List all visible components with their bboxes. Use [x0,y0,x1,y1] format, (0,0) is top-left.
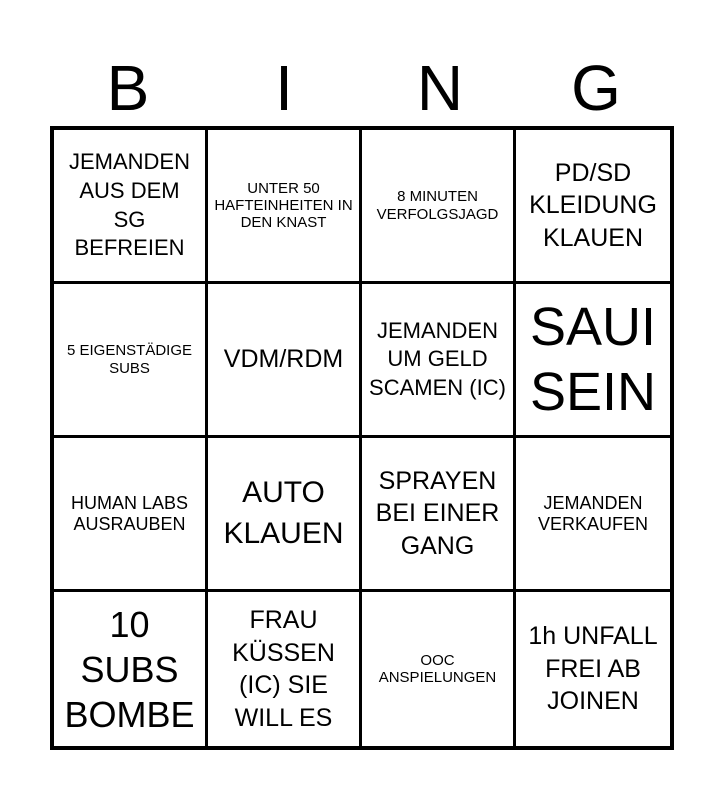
bingo-cell[interactable] [208,284,362,438]
cell-text: 10 SUBS BOMBE [64,603,195,735]
bingo-cell[interactable] [516,130,670,284]
cell-text: HUMAN LABS AUSRAUBEN [70,492,189,534]
header-letter-g: G [571,52,621,124]
cell-text: JEMANDEN UM GELD SCAMEN (IC) [369,317,506,400]
cell-text: 8 MINUTEN VERFOLGSJAGD [376,188,499,223]
bingo-header [50,52,674,124]
cell-text: VDM/RDM [223,345,344,374]
bingo-cell[interactable] [362,592,516,746]
cell-text: AUTO KLAUEN [223,476,344,550]
cell-text: 1h UNFALL FREI AB JOINEN [528,622,658,716]
bingo-cell[interactable] [362,438,516,592]
header-letter-b: B [106,52,150,124]
bingo-cell[interactable] [54,592,208,746]
header-letter-n: N [416,52,464,124]
bingo-cell[interactable] [208,438,362,592]
cell-text: JEMANDEN AUS DEM SG BEFREIEN [68,149,190,261]
bingo-cell[interactable] [208,592,362,746]
bingo-cell[interactable] [54,284,208,438]
bingo-cell[interactable] [208,130,362,284]
bingo-cell[interactable] [54,130,208,284]
header-letter-i: I [275,52,293,124]
bingo-cell[interactable] [516,438,670,592]
bingo-cell[interactable] [54,438,208,592]
cell-text: 5 EIGENSTÄDIGE SUBS [66,342,193,377]
cell-text: SAUI SEIN [529,296,657,422]
cell-text: OOC ANSPIELUNGEN [378,651,497,686]
cell-text: JEMANDEN VERKAUFEN [537,492,649,534]
cell-text: PD/SD KLEIDUNG KLAUEN [529,158,657,252]
bingo-board [50,126,674,750]
bingo-cell[interactable] [516,284,670,438]
bingo-cell[interactable] [516,592,670,746]
cell-text: UNTER 50 HAFTEINHEITEN IN DEN KNAST [214,179,353,232]
cell-text: SPRAYEN BEI EINER GANG [375,466,500,560]
cell-text: FRAU KÜSSEN (IC) SIE WILL ES [232,606,335,732]
bingo-cell[interactable] [362,284,516,438]
bingo-cell[interactable] [362,130,516,284]
